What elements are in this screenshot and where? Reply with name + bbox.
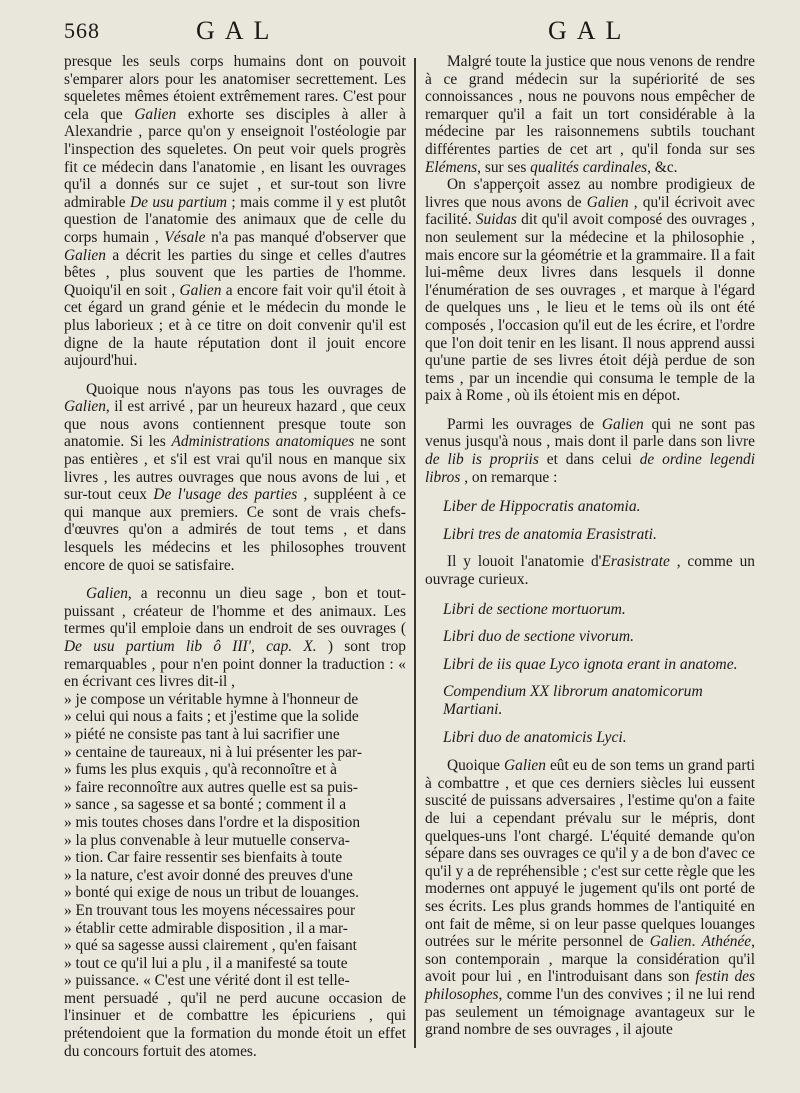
paragraph: Il y louoit l'anatomie d'Erasistrate , comme un ouvrage curieux. <box>425 553 755 589</box>
quote-line: » sance , sa sagesse et sa bonté ; comment il a <box>64 796 347 814</box>
page-header <box>0 0 800 50</box>
book-title: Libri de iis quae Lyco ignota erant in anatome. <box>443 655 738 673</box>
quote-line: » piété ne consiste pas tant à lui sacrifier une <box>64 725 340 743</box>
book-title: Libri tres de anatomia Erasistrati. <box>443 525 657 543</box>
paragraph: Galien, a reconnu un dieu sage , bon et tout-puissant , créateur de l'homme et des animaux. Les termes qu'il emploie dans un endroit de ses ouvrages ( De usu partium lib ô III', cap. X. ) sont trop remarquables , pour n'en point donner la traduction : « en écrivant ces livres dit-il , <box>64 585 407 691</box>
paragraph: Quoique nous n'ayons pas tous les ouvrages de Galien, il est arrivé , par un heureux hazard , que ceux que nous avons contiennent presque toute son anatomie. Si les Administrations anatomiques ne sont pas entières , et s'il est vrai qu'il nous en manque six livres , les autres ouvrages que nous avons de lui , et sur-tout ceux De l'usage des parties , suppléent à ce qui manque aux premiers. Ce sont de vrais chefs-d'œuvres qu'on a admirés de tout tems , et dans lesquels les médecins et les philosophes trouvent encore de quoi se satisfaire. <box>64 380 407 574</box>
quote-line: » celui qui nous a faits ; et j'estime que la solide <box>64 708 359 726</box>
book-title: Libri de sectione mortuorum. <box>443 600 626 618</box>
quote-line: » établir cette admirable disposition , il a mar- <box>64 919 348 937</box>
quote-line: » la plus convenable à leur mutuelle conserva- <box>64 831 350 849</box>
right-column <box>425 53 755 1039</box>
column-divider <box>414 58 416 1048</box>
quote-line: » mis toutes choses dans l'ordre et la disposition <box>64 813 361 831</box>
book-title: Liber de Hippocratis anatomia. <box>443 498 641 516</box>
quote-line: » faire reconnoître aux autres quelle est sa puis- <box>64 778 359 796</box>
running-head-right: GAL <box>548 16 632 45</box>
quote-line: » En trouvant tous les moyens nécessaires pour <box>64 901 356 919</box>
quote-line: » fums les plus exquis , qu'à reconnoître et à <box>64 761 337 779</box>
paragraph: presque les seuls corps humains dont on pouvoit s'emparer alors pour les anatomiser secrettement. Les squeletes mêmes étoient extrêmement rares. C'est pour cela que Galien exhorte ses disciples à aller à Alexandrie , parce qu'on y enseignoit l'ostéologie par l'inspection des squeletes. On peut voir quels progrès fit ce médecin dans l'anatomie , en lisant les ouvrages qu'il a donnés sur ce sujet , et sur-tout son livre admirable De usu partium ; mais comme il y est plutôt question de l'anatomie des animaux que de celle du corps humain , Vésale n'a pas manqué d'observer que Galien a décrit les parties du singe et celles d'autres bêtes , plus souvent que les parties de l'homme. Quoiqu'il en soit , Galien a encore fait voir qu'il étoit à cet égard un grand génie et le médecin du monde le plus laborieux ; et à ce titre on doit convenir qu'il est digne de la haute réputation dont il jouit encore aujourd'hui. <box>64 53 406 370</box>
paragraph: ment persuadé , qu'il ne perd aucune occasion de l'insinuer et de combattre les épicuriens , qui prétendoient que la formation du monde étoit un effet du concours fortuit des atomes. <box>64 989 406 1060</box>
book-title: Libri duo de sectione vivorum. <box>443 628 634 646</box>
paragraph: On s'apperçoit assez au nombre prodigieux de livres que nous avons de Galien , qu'il écrivoit avec facilité. Suidas dit qu'il avoit composé des ouvrages , non seulement sur la médecine et la philosophie , mais encore sur la géométrie et la grammaire. Il a fait lui-même deux livres dans lesquels il donne l'énumération de ses ouvrages , et marque à l'égard de quelques uns , le lieu et le tems où ils ont été composés , l'occasion qu'il eut de les écrire, et l'ordre que l'on doit tenir en les lisant. Il nous apprend aussi qu'une partie de ses livres étoit déjà perdue de son tems , par un incendie qui consuma le temple de la paix à Rome , où ils étoient mis en dépot. <box>425 176 755 405</box>
quotation <box>64 691 406 990</box>
quote-line: » centaine de taureaux, ni à lui présenter les par- <box>64 743 362 761</box>
book-title: Compendium XX librorum anatomicorum Martiani. <box>443 683 703 718</box>
left-column <box>64 53 406 1060</box>
quote-line: » qué sa sagesse aussi clairement , qu'en faisant <box>64 937 357 955</box>
paragraph: Malgré toute la justice que nous venons de rendre à ce grand médecin sur la supériorité de ses connoissances , nous ne pouvons nous empêcher de remarquer qu'il a fait un tort considérable à la médecine par les raisonnemens subtils touchant différentes parties de cet art , qu'il fonda sur ses Elémens, sur ses qualités cardinales, &c. <box>425 53 755 176</box>
quote-line: » puissance. « C'est une vérité dont il est telle- <box>64 972 350 990</box>
quote-line: » bonté qui exige de nous un tribut de louanges. <box>64 884 359 902</box>
paragraph: Parmi les ouvrages de Galien qui ne sont pas venus jusqu'à nous , mais dont il parle dans son livre de lib is propriis et dans celui de ordine legendi libros , on remarque : <box>425 415 755 486</box>
quote-line: » tout ce qu'il lui a plu , il a manifesté sa toute <box>64 954 348 972</box>
quote-line: » je compose un véritable hymne à l'honneur de <box>64 690 359 708</box>
paragraph: Quoique Galien eût eu de son tems un grand parti à combattre , et que ces derniers siècles lui eussent suscité de puissans adversaires , l'estime qu'on a faite de lui a cependant prévalu sur le mépris, dont quelques-uns l'ont chargé. L'équité demande qu'on sépare dans ses ouvrages ce qu'il y a de bon d'avec ce qu'il y a de repréhensible ; c'est sur cette règle que les modernes ont appuyé le jugement qu'ils ont porté de ses écrits. Les plus grands hommes de l'antiquité en ont fait de même, si on leur passe quelques louanges outrées sur le mérite personnel de Galien. Athénée, son contemporain , marque la considération qu'il avoit pour lui , en l'introduisant dans son festin des philosophes, comme l'un des convives ; il ne lui rend pas seulement un témoignage avantageux sur le grand nombre de ses ouvrages , il ajoute <box>425 757 755 1039</box>
book-title: Libri duo de anatomicis Lyci. <box>443 728 627 746</box>
quote-line: » tion. Car faire ressentir ses bienfaits à toute <box>64 849 343 867</box>
quote-line: » la nature, c'est avoir donné des preuves d'une <box>64 866 353 884</box>
page-number: 568 <box>64 18 100 43</box>
running-head-left: GAL <box>196 16 280 45</box>
